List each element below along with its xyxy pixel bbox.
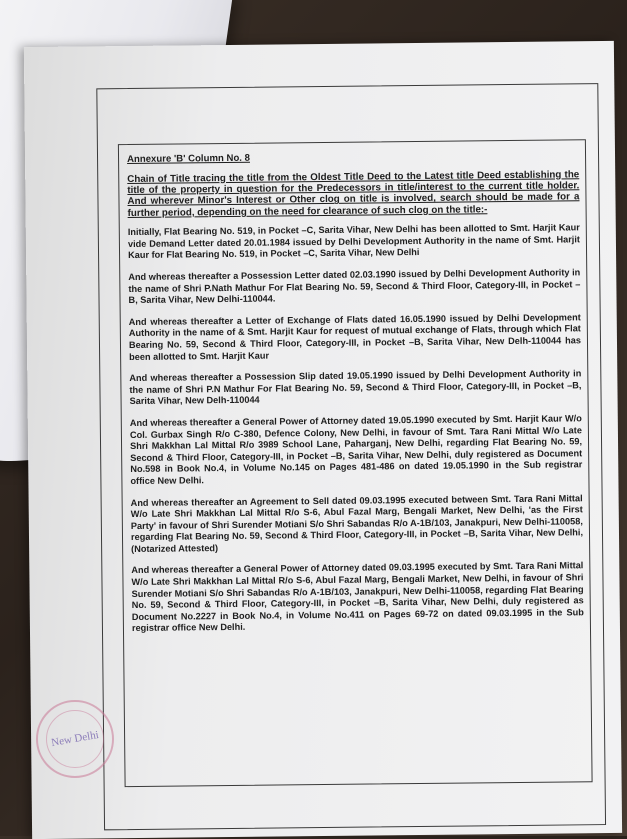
paragraph-7: And whereas thereafter a General Power of Attorney dated 09.03.1995 executed by Smt. Tara Rani Mittal W/o Late Shri Makkhan Lal Mittal R/o S-6, Abul Fazal Marg, Bengali Market, New Delhi, in favour of Shri Surender Motiani S/o Shri Sabandas R/o A-1B/103, Janakpuri, New Delhi-110058, regarding Flat Bearing No. 59, Second & Third Floor, Category-III, in Pocket –B, Sarita Vihar, New Delhi, duly registered as Document No.2227 in Book No.4, in Volume No.411 on Pages 69-72 on dated 09.03.1995 in the Sub registrar office New Delhi. bbox=[131, 560, 584, 634]
paragraph-1: Initially, Flat Bearing No. 519, in Pocket –C, Sarita Vihar, New Delhi has been allotted to Smt. Harjit Kaur vide Demand Letter dated 20.01.1984 issued by Delhi Development Authority in the name of Smt. Harjit Kaur for Flat Bearing No. 519, in Pocket –C, Sarita Vihar, New Delhi bbox=[127, 222, 580, 261]
outer-border bbox=[96, 83, 606, 830]
paragraph-5: And whereas thereafter a General Power of Attorney dated 19.05.1990 executed by Smt. Harjit Kaur W/o Col. Gurbax Singh R/o C-380, Defence Colony, New Delhi, in favour of Smt. Tara Rani Mittal W/o Late Shri Makkhan Lal Mittal R/o 3989 School Lane, Paharganj, New Delhi, regarding Flat Bearing No. 59, Second & Third Floor, Category-III, in Pocket –B, Sarita Vihar, New Delhi, duly registered as Document No.598 in Book No.4, in Volume No.145 on Pages 481-486 on dated 19.05.1990 in the Sub registrar office New Delhi. bbox=[129, 413, 583, 486]
paragraph-2: And whereas thereafter a Possession Letter dated 02.03.1990 issued by Delhi Development Authority in the name of Shri P.Nath Mathur For Flat Bearing No. 59, Second & Third Floor, Category-III, in Pocket –B, Sarita Vihar, New Delhi-110044. bbox=[128, 267, 581, 306]
paragraph-3: And whereas thereafter a Letter of Exchange of Flats dated 16.05.1990 issued by Delhi Development Authority in the name of & Smt. Harjit Kaur for request of mutual exchange of Flats, through which Flat Bearing No. 59, Second & Third Floor, Category-III, in Pocket –B, Sarita Vihar, New Delh-110044 has been allotted to Smt. Harjit Kaur bbox=[128, 312, 582, 362]
content-frame bbox=[118, 139, 593, 787]
intro-paragraph: Chain of Title tracing the title from the Oldest Title Deed to the Latest title Deed establishing the title of the property in question for the Predecessors in title/interest to the current title holder. And wherever Minor's Interest or Other clog on title is involved, search should be made for a further period, depending on the need for clearance of such clog on the title:- bbox=[127, 168, 580, 219]
stamp-city: New Delhi bbox=[50, 728, 100, 750]
advocate-stamp bbox=[36, 700, 114, 778]
document-page bbox=[24, 41, 622, 839]
paragraph-6: And whereas thereafter an Agreement to Sell dated 09.03.1995 executed between Smt. Tara Rani Mittal W/o Late Shri Makkhan Lal Mittal R/o S-6, Abul Fazal Marg, Bengali Market, New Delhi, 'as the First Party' in favour of Shri Surender Motiani S/o Shri Sabandas R/o A-1B/103, Janakpuri, New Delhi-110058, regarding Flat Bearing No. 59, Second & Third Floor, Category-III, in Pocket –B, Sarita Vihar, New Delhi, (Notarized Attested) bbox=[130, 492, 584, 554]
paragraph-4: And whereas thereafter a Possession Slip dated 19.05.1990 issued by Delhi Development Authority in the name of Shri P.N Mathur For Flat Bearing No. 59, Second & Third Floor, Category-III, in Pocket –B, Sarita Vihar, New Delh-110044 bbox=[129, 368, 582, 407]
annexure-heading: Annexure 'B' Column No. 8 bbox=[126, 152, 251, 166]
